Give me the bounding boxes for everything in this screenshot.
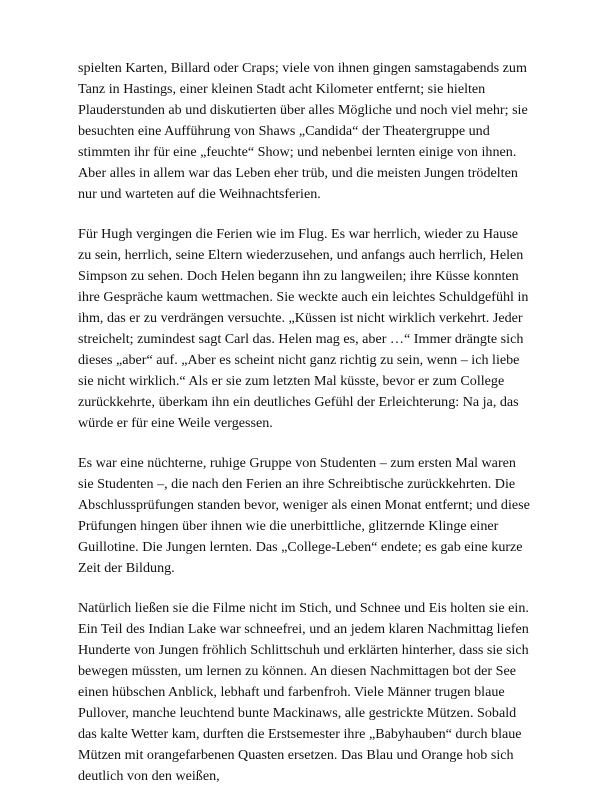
paragraph-1: spielten Karten, Billard oder Craps; viele von ihnen gingen samstagabends zum Tanz in Hastings, einer kleinen Stadt acht Kilometer entfernt; sie hielten Plauderstunden ab und diskutierten über alles Mögliche und noch viel mehr; sie besuchten eine Aufführung von Shaws „Candida“ der Theatergruppe und stimmten ihr für eine „feuchte“ Show; und nebenbei lernten einige von ihnen. Aber alles in allem war das Leben eher trüb, und die meisten Jungen trödelten nur und warteten auf die Weihnachtsferien.	[78, 60, 528, 202]
paragraph-2: Für Hugh vergingen die Ferien wie im Flug. Es war herrlich, wieder zu Hause zu sein, herrlich, seine Eltern wiederzusehen, und anfangs auch herrlich, Helen Simpson zu sehen. Doch Helen begann ihn zu langweilen; ihre Küsse konnten ihre Gespräche kaum wettmachen. Sie weckte auch ein leichtes Schuldgefühl in ihm, das er zu verdrängen versuchte. „Küssen ist nicht wirklich verkehrt. Jeder streichelt; zumindest sagt Carl das. Helen mag es, aber …“ Immer drängte sich dieses „aber“ auf. „Aber es scheint nicht ganz richtig zu sein, wenn – ich liebe sie nicht wirklich.“ Als er sie zum letzten Mal küsste, bevor er zum College zurückkehrte, überkam ihn ein deutliches Gefühl der Erleichterung: Na ja, das würde er für eine Weile vergessen.	[78, 226, 529, 431]
document-page	[78, 58, 530, 787]
paragraph-4: Natürlich ließen sie die Filme nicht im Stich, und Schnee und Eis holten sie ein. Ein Teil des Indian Lake war schneefrei, und an jedem klaren Nachmittag liefen Hunderte von Jungen fröhlich Schlittschuh und erklärten hinterher, dass sie sich bewegen müssten, um lernen zu können. An diesen Nachmittagen bot der See einen hübschen Anblick, lebhaft und farbenfroh. Viele Männer trugen blaue Pullover, manche leuchtend bunte Mackinaws, alle gestrickte Mützen. Sobald das kalte Wetter kam, durften die Erstsemester ihre „Babyhauben“ durch blaue Mützen mit orangefarbenen Quasten ersetzen. Das Blau und Orange hob sich deutlich von den weißen,	[78, 600, 529, 784]
paragraph-3: Es war eine nüchterne, ruhige Gruppe von Studenten – zum ersten Mal waren sie Studenten –, die nach den Ferien an ihre Schreibtische zurückkehrten. Die Abschlussprüfungen standen bevor, weniger als einen Monat entfernt; und diese Prüfungen hingen über ihnen wie die unerbittliche, glitzernde Klinge einer Guillotine. Die Jungen lernten. Das „College-Leben“ endete; es gab eine kurze Zeit der Bildung.	[78, 455, 530, 576]
